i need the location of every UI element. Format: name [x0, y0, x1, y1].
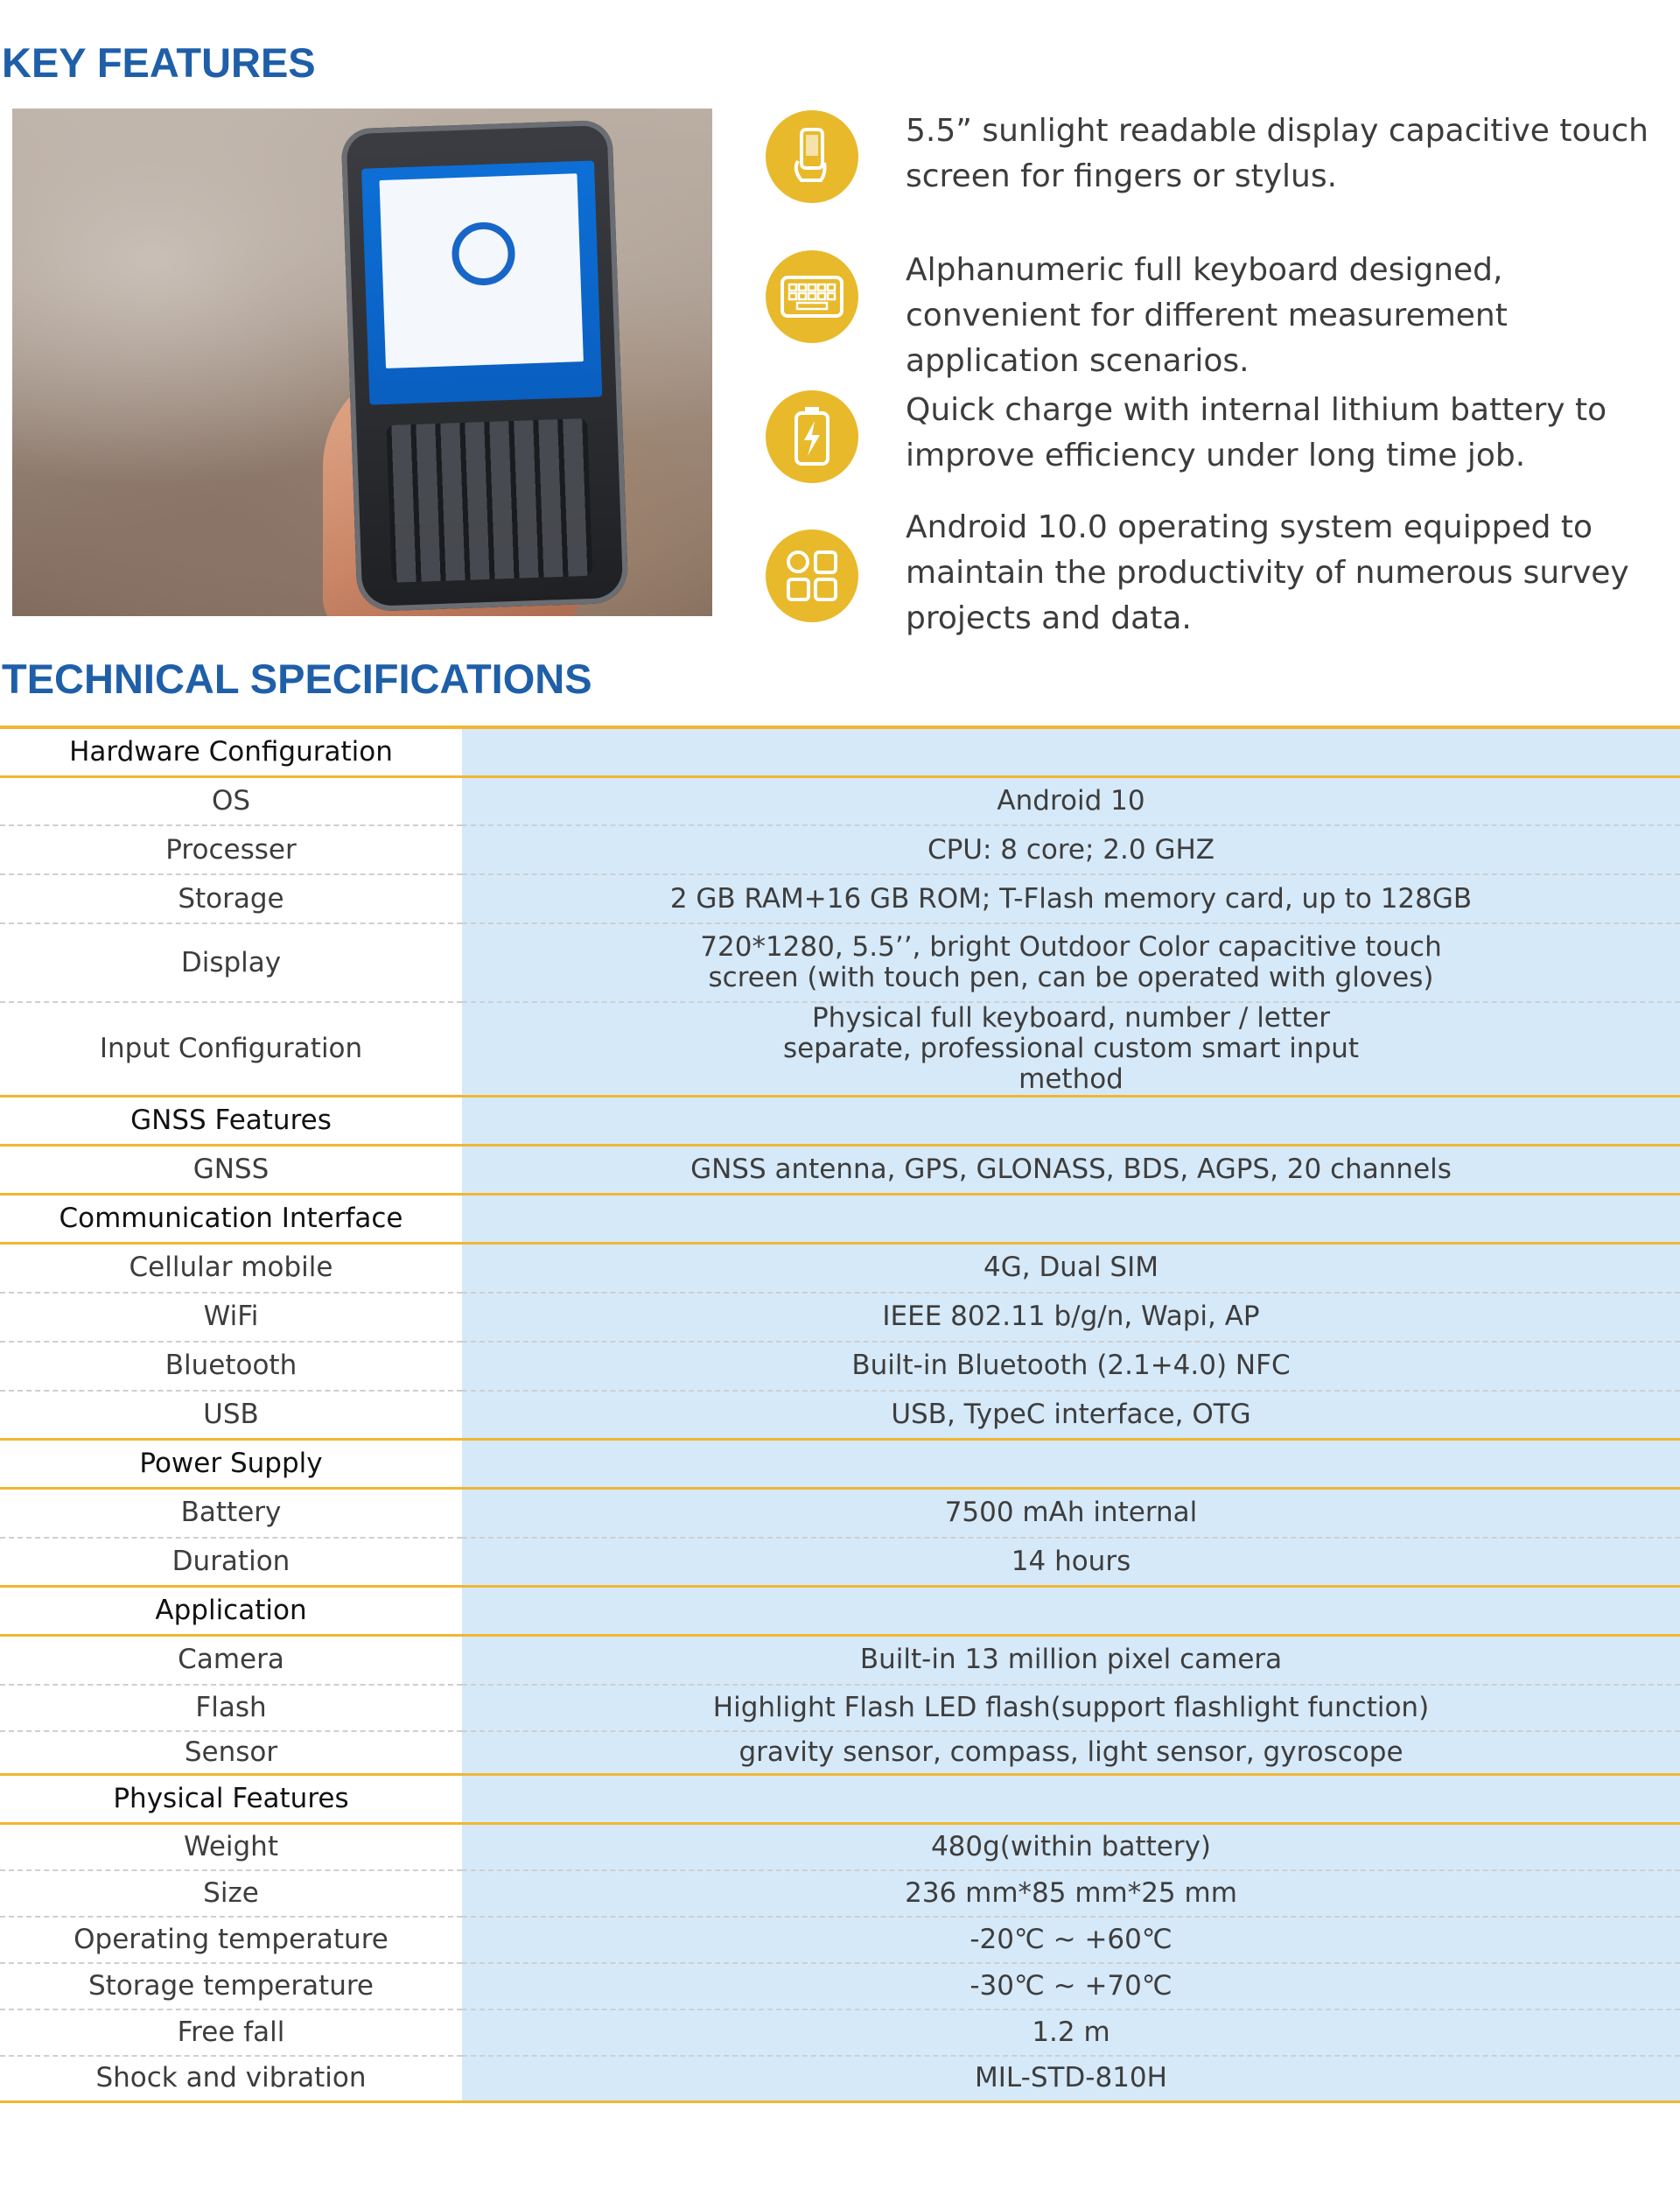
- spec-label: Storage temperature: [0, 1963, 462, 2009]
- spec-label: Battery: [0, 1489, 462, 1538]
- spec-label: Display: [0, 923, 462, 1002]
- spec-category: Application: [0, 1587, 462, 1636]
- spec-label: Weight: [0, 1824, 462, 1870]
- spec-row: [0, 1636, 1680, 1685]
- feature-text: Alphanumeric full keyboard designed, convenient for different measurement application scenarios.: [906, 252, 1508, 379]
- spec-value: CPU: 8 core; 2.0 GHZ: [462, 825, 1680, 874]
- spec-row: [0, 1870, 1680, 1917]
- spec-value: GNSS antenna, GPS, GLONASS, BDS, AGPS, 20 channels: [462, 1146, 1680, 1195]
- spec-category-row: [0, 1097, 1680, 1146]
- spec-value: 7500 mAh internal: [462, 1489, 1680, 1538]
- keyboard-icon: [766, 250, 858, 343]
- spec-label: OS: [0, 776, 462, 825]
- spec-value: 1.2 m: [462, 2009, 1680, 2056]
- spec-row: [0, 1293, 1680, 1342]
- spec-label: Bluetooth: [0, 1342, 462, 1391]
- spec-row: [0, 1391, 1680, 1440]
- technical-specifications-title: TECHNICAL SPECIFICATIONS: [2, 656, 592, 702]
- spec-row: [0, 825, 1680, 874]
- spec-row: [0, 1146, 1680, 1195]
- spec-label: Duration: [0, 1538, 462, 1587]
- spec-value: 2 GB RAM+16 GB ROM; T-Flash memory card, up to 128GB: [462, 874, 1680, 923]
- spec-label: Sensor: [0, 1731, 462, 1775]
- spec-row: [0, 1244, 1680, 1293]
- spec-label: Flash: [0, 1685, 462, 1731]
- spec-row: [0, 1342, 1680, 1391]
- spec-value: -20℃ ~ +60℃: [462, 1917, 1680, 1963]
- app-logo-icon: [451, 221, 515, 286]
- spec-category-row: [0, 1775, 1680, 1824]
- spec-label: Camera: [0, 1636, 462, 1685]
- spec-value: Built-in 13 million pixel camera: [462, 1636, 1680, 1685]
- spec-value: Physical full keyboard, number / letter separate, professional custom smart input method: [462, 1002, 1680, 1097]
- spec-value: gravity sensor, compass, light sensor, gyroscope: [462, 1731, 1680, 1775]
- device-screen: [361, 160, 602, 404]
- phone-touch-icon: [766, 110, 858, 203]
- spec-label: Processer: [0, 825, 462, 874]
- spec-label: Free fall: [0, 2009, 462, 2056]
- spec-value: -30℃ ~ +70℃: [462, 1963, 1680, 2009]
- spec-label: Storage: [0, 874, 462, 923]
- spec-value: Highlight Flash LED flash(support flashlight function): [462, 1685, 1680, 1731]
- device-keypad: [386, 418, 592, 583]
- spec-category-row: [0, 1195, 1680, 1244]
- spec-category: GNSS Features: [0, 1097, 462, 1146]
- spec-value: Built-in Bluetooth (2.1+4.0) NFC: [462, 1342, 1680, 1391]
- apps-grid-icon: [766, 529, 858, 622]
- spec-value: USB, TypeC interface, OTG: [462, 1391, 1680, 1440]
- spec-row: [0, 1917, 1680, 1963]
- spec-value: 14 hours: [462, 1538, 1680, 1587]
- spec-row: [0, 2009, 1680, 2056]
- spec-category: Physical Features: [0, 1775, 462, 1824]
- spec-label: Input Configuration: [0, 1002, 462, 1097]
- spec-category-row: [0, 727, 1680, 776]
- spec-label: Cellular mobile: [0, 1244, 462, 1293]
- spec-label: GNSS: [0, 1146, 462, 1195]
- spec-category: Power Supply: [0, 1440, 462, 1489]
- spec-label: WiFi: [0, 1293, 462, 1342]
- spec-value: MIL-STD-810H: [462, 2056, 1680, 2102]
- handheld-device-illustration: [340, 120, 628, 612]
- spec-value: IEEE 802.11 b/g/n, Wapi, AP: [462, 1293, 1680, 1342]
- spec-value: 720*1280, 5.5’’, bright Outdoor Color capacitive touch screen (with touch pen, can be operated with gloves): [462, 923, 1680, 1002]
- spec-category-row: [0, 1587, 1680, 1636]
- spec-row: [0, 1685, 1680, 1731]
- spec-row: [0, 1002, 1680, 1097]
- spec-row: [0, 1538, 1680, 1587]
- spec-row: [0, 923, 1680, 1002]
- spec-category: Hardware Configuration: [0, 727, 462, 776]
- spec-row: [0, 776, 1680, 825]
- spec-row: [0, 1963, 1680, 2009]
- spec-row: [0, 1731, 1680, 1775]
- battery-charge-icon: [766, 390, 858, 483]
- spec-table: [0, 726, 1680, 2103]
- spec-value: 236 mm*85 mm*25 mm: [462, 1870, 1680, 1917]
- spec-row: [0, 1489, 1680, 1538]
- spec-label: Shock and vibration: [0, 2056, 462, 2102]
- spec-label: USB: [0, 1391, 462, 1440]
- feature-text: 5.5” sunlight readable display capacitive touch screen for fingers or stylus.: [906, 113, 1648, 194]
- product-photo: [12, 109, 712, 616]
- spec-label: Operating temperature: [0, 1917, 462, 1963]
- spec-row: [0, 1824, 1680, 1870]
- spec-row: [0, 874, 1680, 923]
- key-features-title: KEY FEATURES: [2, 39, 316, 86]
- spec-value: Android 10: [462, 776, 1680, 825]
- spec-value: 4G, Dual SIM: [462, 1244, 1680, 1293]
- feature-text: Android 10.0 operating system equipped to maintain the productivity of numerous survey projects and data.: [906, 509, 1629, 636]
- spec-row: [0, 2056, 1680, 2102]
- spec-label: Size: [0, 1870, 462, 1917]
- spec-category-row: [0, 1440, 1680, 1489]
- spec-value: 480g(within battery): [462, 1824, 1680, 1870]
- spec-category: Communication Interface: [0, 1195, 462, 1244]
- feature-text: Quick charge with internal lithium battery to improve efficiency under long time job.: [906, 392, 1607, 473]
